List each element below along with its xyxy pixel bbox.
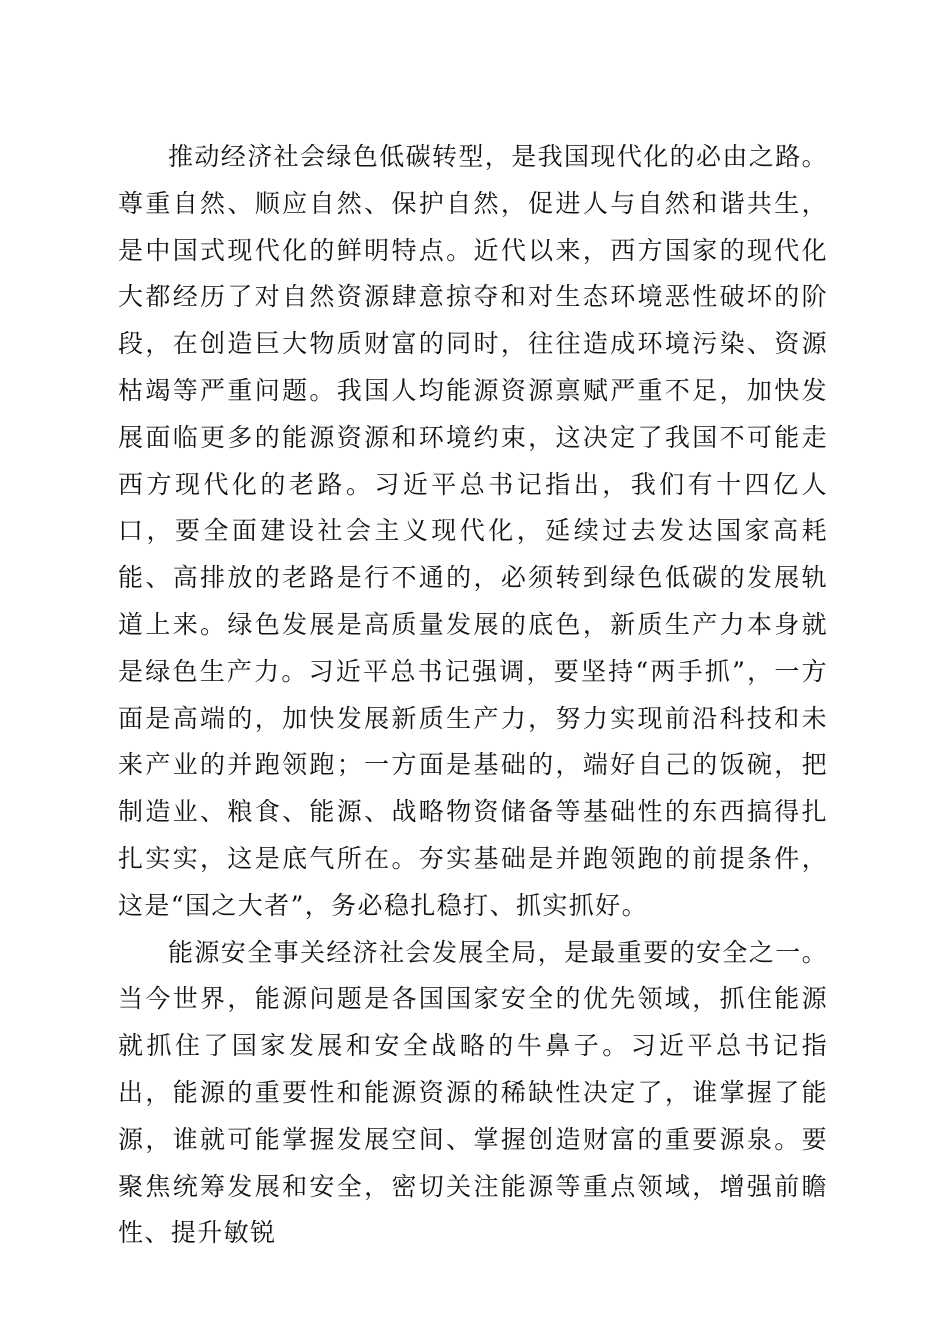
paragraph-green-transition: 推动经济社会绿色低碳转型，是我国现代化的必由之路。尊重自然、顺应自然、保护自然，促进人与自然和谐共生，是中国式现代化的鲜明特点。近代以来，西方国家的现代化大都经历了对自然资源肆意掠夺和对生态环境恶性破坏的阶段，在创造巨大物质财富的同时，往往造成环境污染、资源枯竭等严重问题。我国人均能源资源禀赋严重不足，加快发展面临更多的能源资源和环境约束，这决定了我国不可能走西方现代化的老路。习近平总书记指出，我们有十四亿人口，要全面建设社会主义现代化，延续过去发达国家高耗能、高排放的老路是行不通的，必须转到绿色低碳的发展轨道上来。绿色发展是高质量发展的底色，新质生产力本身就是绿色生产力。习近平总书记强调，要坚持“两手抓”，一方面是高端的，加快发展新质生产力，努力实现前沿科技和未来产业的并跑领跑；一方面是基础的，端好自己的饭碗，把制造业、粮食、能源、战略物资储备等基础性的东西搞得扎扎实实，这是底气所在。夯实基础是并跑领跑的前提条件，这是“国之大者”，务必稳扎稳打、抓实抓好。 (118, 142, 829, 920)
document-body (118, 134, 828, 1257)
paragraph-energy-security: 能源安全事关经济社会发展全局，是最重要的安全之一。当今世界，能源问题是各国国家安全的优先领域，抓住能源就抓住了国家发展和安全战略的牛鼻子。习近平总书记指出，能源的重要性和能源资源的稀缺性决定了，谁掌握了能源，谁就可能掌握发展空间、掌握创造财富的重要源泉。要聚焦统筹发展和安全，密切关注能源等重点领域，增强前瞻性、提升敏锐 (118, 937, 829, 1248)
